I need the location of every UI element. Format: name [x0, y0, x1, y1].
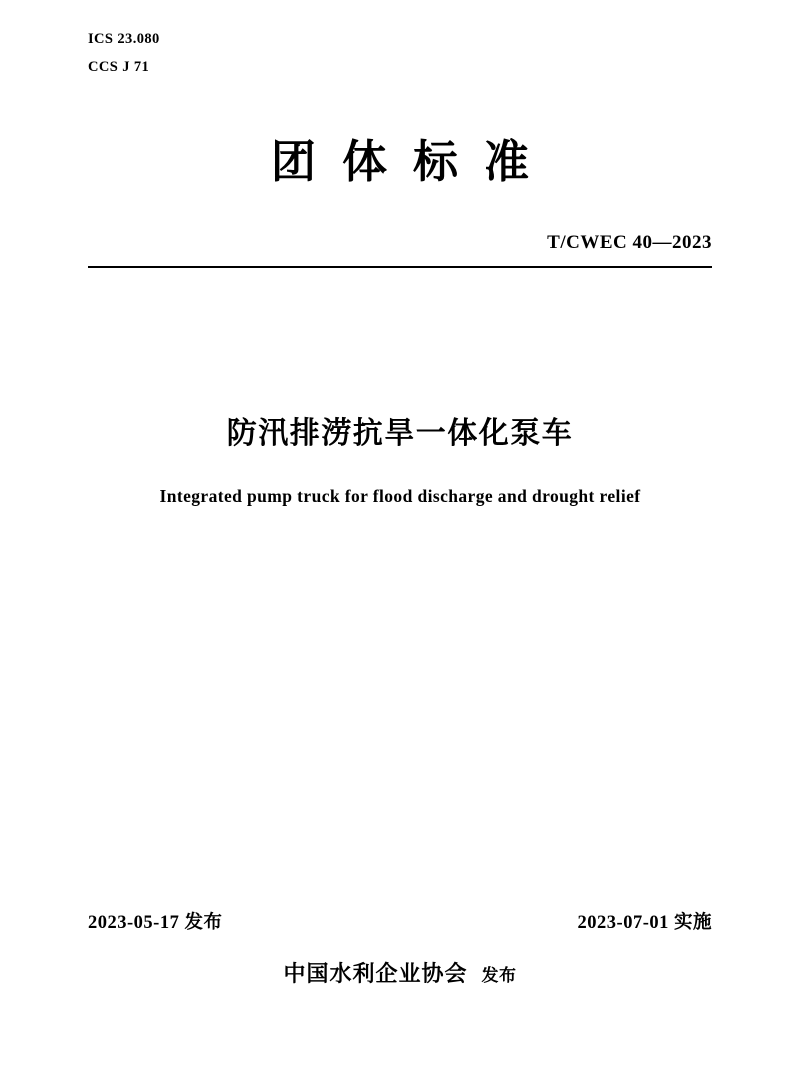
effective-date: 2023-07-01 实施 [577, 913, 712, 933]
standard-number: T/CWEC 40—2023 [547, 232, 712, 254]
ccs-code: CCS J 71 [88, 58, 150, 75]
issue-date: 2023-05-17 发布 [88, 913, 223, 933]
document-title-en: Integrated pump truck for flood discharge and drought relief [159, 486, 641, 507]
header-divider [88, 266, 712, 268]
document-title-cn: 防汛排涝抗旱一体化泵车 [226, 417, 574, 451]
standard-type-title: 团体标准 [270, 136, 555, 188]
publisher-row [0, 957, 800, 988]
publisher-name: 中国水利企业协会 [283, 961, 468, 986]
date-row [88, 908, 712, 934]
classification-codes [88, 0, 712, 81]
ics-code: ICS 23.080 [88, 31, 160, 47]
publisher-action: 发布 [481, 966, 517, 985]
